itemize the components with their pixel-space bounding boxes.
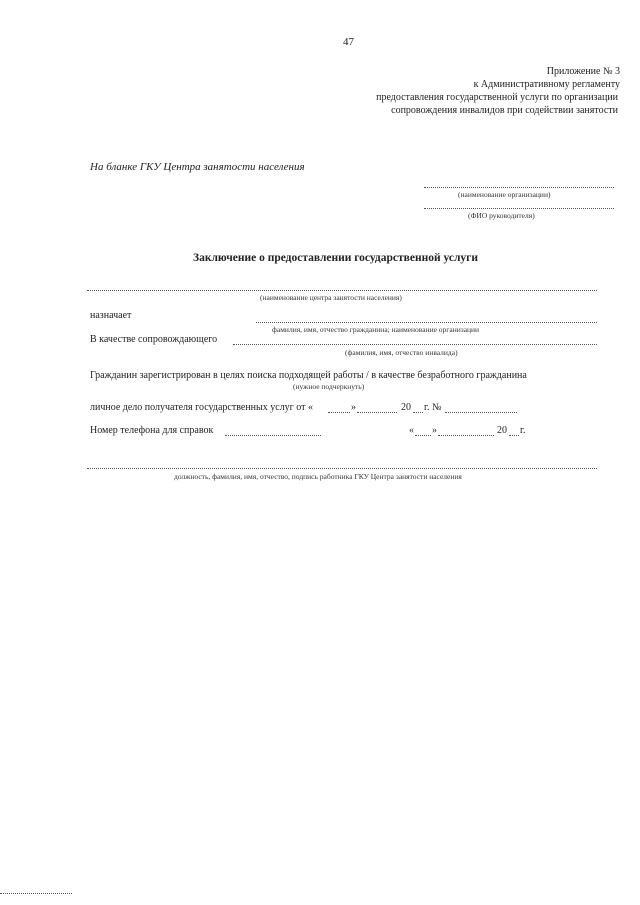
appoints-label: назначает [90, 310, 132, 321]
appendix-line-1: Приложение № 3 [546, 66, 620, 77]
date-quote-close: » [432, 425, 437, 436]
scan-edge-mark [0, 893, 72, 894]
page-number: 47 [343, 36, 354, 48]
phone-label: Номер телефона для справок [90, 425, 214, 436]
date-year: 20 [497, 425, 507, 436]
registered-text: Гражданин зарегистрирован в целях поиска подходящей работы / в качестве безработного гражданина [90, 370, 527, 381]
phone-line [225, 435, 321, 436]
org-line [424, 187, 614, 188]
file-label: личное дело получателя государственных услуг от « [90, 402, 314, 413]
companion-caption: (фамилия, имя, отчество инвалида) [345, 348, 458, 357]
signature-line [87, 468, 597, 469]
org-caption: (наименование организации) [458, 190, 551, 199]
date-end: г. [520, 425, 526, 436]
head-line [424, 208, 614, 209]
appendix-line-2: к Административному регламенту [473, 79, 620, 90]
signature-caption: должность, фамилия, имя, отчество, подпись работника ГКУ Центра занятости населения [174, 472, 462, 481]
appendix-line-3: предоставления государственной услуги по организации [376, 92, 618, 103]
center-caption: (наименование центра занятости населения) [260, 293, 402, 302]
head-caption: (ФИО руководителя) [468, 211, 535, 220]
center-line [87, 290, 597, 291]
registered-caption: (нужное подчеркнуть) [293, 382, 365, 391]
appoints-caption: фамилия, имя, отчество гражданина; наименование организации [272, 325, 480, 334]
date-day-line [415, 435, 431, 436]
date-month-line [438, 435, 494, 436]
file-month-line [357, 412, 397, 413]
date-quote-open: « [409, 425, 414, 436]
companion-label: В качестве сопровождающего [90, 334, 218, 345]
file-year: 20 [401, 402, 411, 413]
date-year-line [509, 435, 519, 436]
file-number-label: г. № [424, 402, 442, 413]
file-quote-close: » [351, 402, 356, 413]
file-day-line [328, 412, 350, 413]
file-number-line [445, 412, 517, 413]
appendix-line-4: сопровождения инвалидов при содействии занятости [391, 105, 618, 116]
appoints-line [256, 322, 597, 323]
letterhead: На бланке ГКУ Центра занятости населения [90, 161, 305, 173]
document-title: Заключение о предоставлении государственной услуги [193, 252, 478, 264]
file-year-line [413, 412, 423, 413]
companion-line [233, 344, 597, 345]
